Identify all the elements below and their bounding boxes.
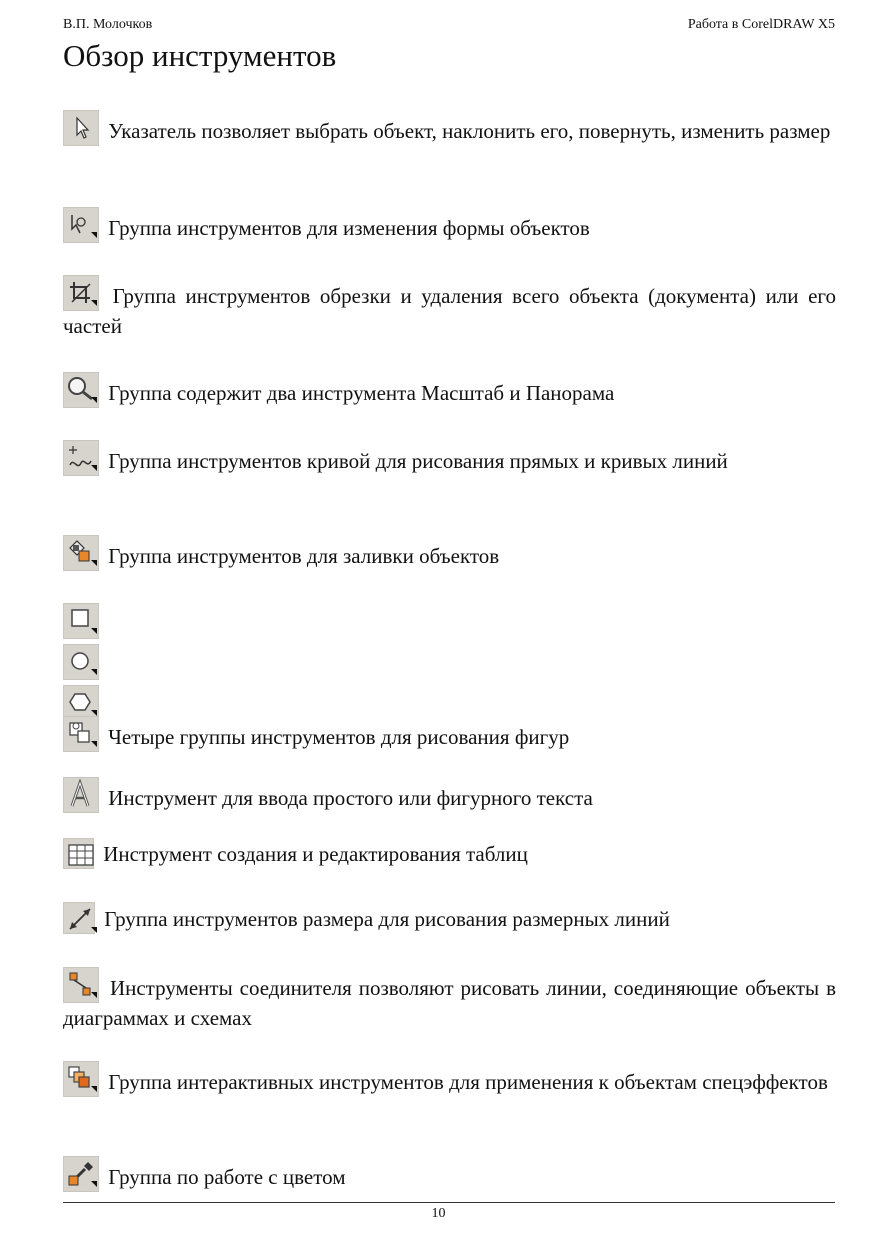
tool-description: Инструмент для ввода простого или фигурного текста	[108, 786, 593, 810]
tool-description: Группа инструментов для заливки объектов	[108, 544, 500, 568]
rectangle-tool-icon	[63, 603, 99, 639]
tool-description: Группа содержит два инструмента Масштаб и Панорама	[108, 381, 615, 405]
freehand-curve-icon	[63, 440, 99, 476]
tool-entry-table	[63, 838, 836, 869]
tool-description: Инструменты соединителя позволяют рисовать линии, соединяющие объекты в диаграммах и схемах	[63, 976, 836, 1030]
tool-entry-interactive	[63, 1061, 836, 1097]
text-tool-icon	[63, 777, 99, 813]
tool-description: Группа инструментов для изменения формы объектов	[108, 216, 590, 240]
tool-description: Группа инструментов кривой для рисования прямых и кривых линий	[108, 449, 728, 473]
zoom-icon	[63, 372, 99, 408]
tool-entry-curve	[63, 440, 836, 476]
interactive-effects-icon	[63, 1061, 99, 1097]
header-book-title: Работа в CorelDRAW X5	[687, 17, 835, 32]
tool-description: Инструмент создания и редактирования таблиц	[103, 842, 528, 866]
tool-description: Группа инструментов обрезки и удаления всего объекта (документа) или его частей	[63, 284, 837, 338]
tool-entry-zoom	[63, 372, 836, 408]
connector-tool-icon	[63, 967, 99, 1003]
shape-tool-icon	[63, 207, 99, 243]
tool-entry-crop	[63, 275, 836, 341]
ellipse-tool-icon	[63, 644, 99, 680]
crop-tool-icon	[63, 275, 99, 311]
tool-description: Группа по работе с цветом	[108, 1165, 346, 1189]
shape-tools-stack	[63, 603, 99, 726]
footer-divider	[63, 1202, 835, 1203]
tool-entry-text	[63, 777, 836, 813]
tool-entry-shape	[63, 207, 836, 243]
tool-entry-fill	[63, 535, 836, 571]
header-author: В.П. Молочков	[63, 17, 153, 32]
tool-entry-shapes	[63, 716, 836, 752]
tool-description: Четыре группы инструментов для рисования фигур	[108, 725, 570, 749]
tool-description: Группа интерактивных инструментов для применения к объектам спецэффектов	[108, 1070, 828, 1094]
pointer-icon	[63, 110, 99, 146]
tool-description: Группа инструментов размера для рисования размерных линий	[104, 907, 670, 931]
tool-entry-dimension	[63, 902, 836, 934]
tool-entry-color	[63, 1156, 836, 1192]
tool-entry-pointer	[63, 110, 836, 146]
table-tool-icon	[63, 838, 94, 869]
dimension-tool-icon	[63, 902, 95, 934]
page-number: 10	[431, 1206, 446, 1221]
tool-entry-connector	[63, 967, 836, 1033]
basic-shapes-icon	[63, 716, 99, 752]
eyedropper-icon	[63, 1156, 99, 1192]
page-title: Обзор инструментов	[63, 38, 337, 73]
tool-description: Указатель позволяет выбрать объект, наклонить его, повернуть, изменить размер	[108, 119, 831, 143]
fill-tool-icon	[63, 535, 99, 571]
